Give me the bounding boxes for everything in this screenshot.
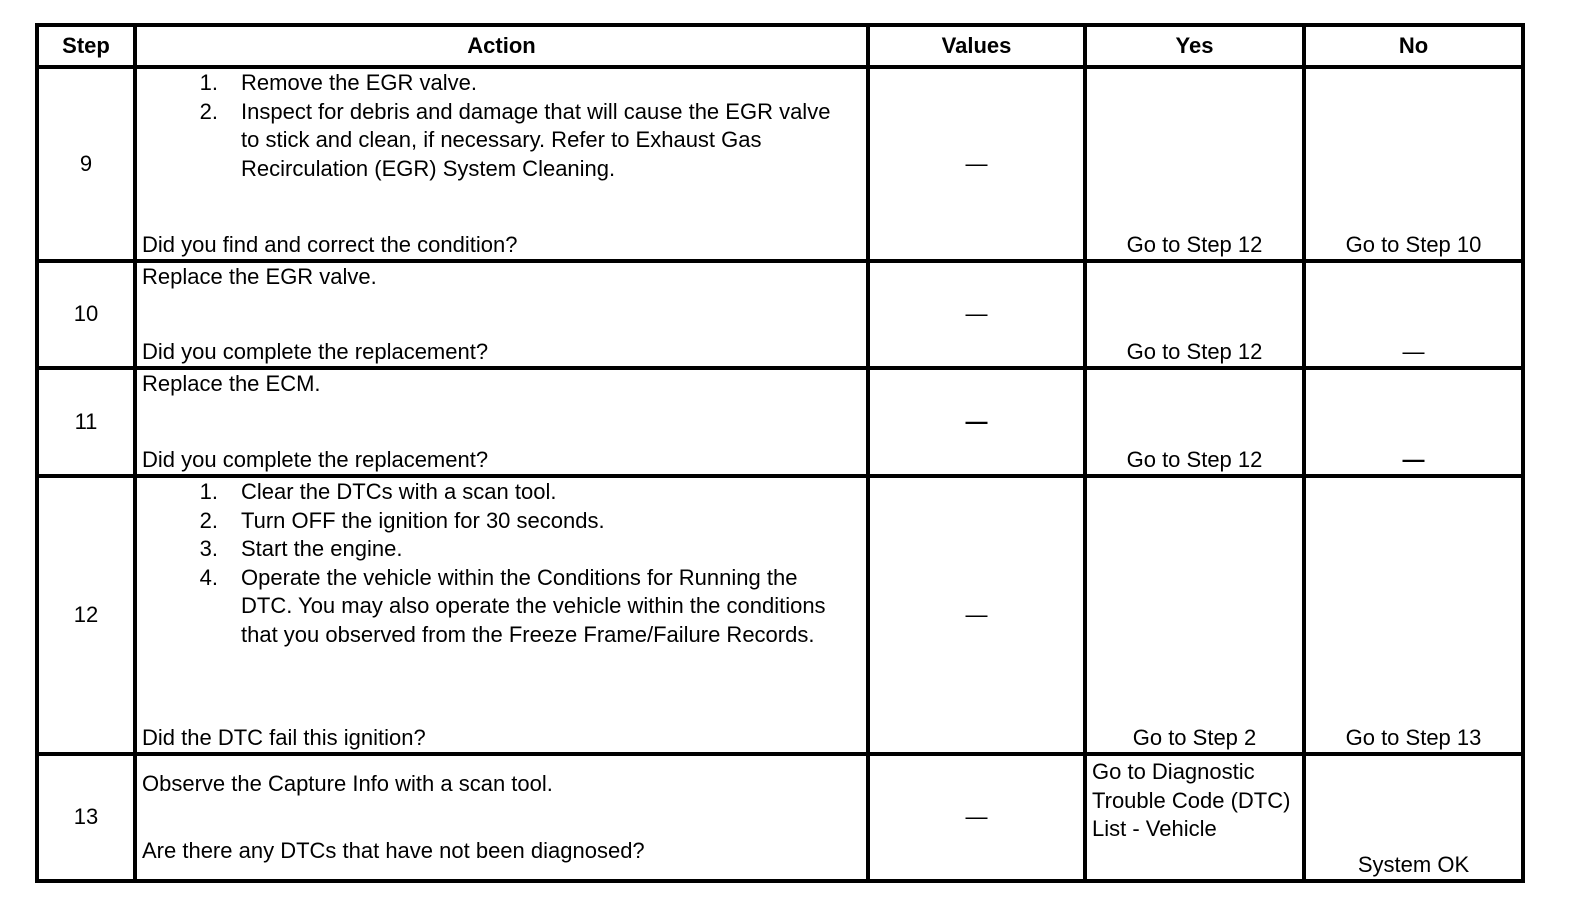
values-cell [868,368,1085,476]
no-cell: — [1304,368,1523,476]
question-text: Are there any DTCs that have not been diagnosed? [142,838,645,863]
values-cell [868,754,1085,881]
question-text: Did you complete the replacement? [142,338,489,364]
values-dash: — [965,804,988,830]
table-row-step-11 [37,368,1523,476]
no-cell: System OK [1304,754,1523,881]
table-row-step-12 [37,476,1523,754]
list-item-number: 2. [199,98,218,124]
header-no: No [1304,25,1523,67]
step-number: 10 [37,261,135,368]
action-cell [135,754,868,881]
values-dash: — [965,301,988,327]
list-item-number: 1. [199,70,218,95]
header-step: Step [37,25,135,67]
diagnostic-table [35,23,1525,883]
question-text: Did you complete the replacement? [142,446,489,472]
step-number: 9 [37,67,135,261]
values-dash: — [965,150,988,176]
header-row [37,25,1523,67]
step-number: 12 [37,476,135,754]
question-text: Did you find and correct the condition? [142,231,518,257]
list-item [142,535,861,564]
list-item [142,478,861,507]
list-item-number: 2. [199,507,218,533]
values-dash: — [965,601,988,627]
yes-cell: Go to Step 12 [1085,261,1304,368]
list-item-text: Clear the DTCs with a scan tool. [241,479,557,504]
step-number: 11 [37,368,135,476]
action-list [142,478,861,649]
list-item [142,69,861,98]
list-item-text: Start the engine. [241,536,403,561]
action-list [142,69,861,183]
table-row-step-13 [37,754,1523,881]
list-item-text: Operate the vehicle within the Conditions for Running the DTC. You may also operate the vehicle within the conditions that you observed from the Freeze Frame/Failure Records. [241,564,826,647]
values-dash: — [965,408,988,434]
no-cell: — [1304,261,1523,368]
no-cell: Go to Step 10 [1304,67,1523,261]
table-row-step-10 [37,261,1523,368]
action-cell [135,368,868,476]
list-item-number: 4. [199,564,218,590]
instruction-text: Replace the EGR valve. [142,264,377,289]
values-cell [868,476,1085,754]
action-content [142,770,861,866]
action-cell [135,261,868,368]
action-cell [135,476,868,754]
step-number: 13 [37,754,135,881]
yes-cell: Go to Step 12 [1085,368,1304,476]
list-item-number: 1. [199,479,218,504]
instruction-text: Replace the ECM. [142,371,321,396]
yes-cell: Go to Step 2 [1085,476,1304,754]
values-cell [868,261,1085,368]
yes-cell: Go to Diagnostic Trouble Code (DTC) List - Vehicle [1085,754,1304,881]
list-item [142,507,861,536]
table-row-step-9 [37,67,1523,261]
list-item-text: Turn OFF the ignition for 30 seconds. [241,507,605,533]
list-item [142,564,861,650]
list-item-number: 3. [199,536,218,561]
header-yes: Yes [1085,25,1304,67]
header-values: Values [868,25,1085,67]
question-text: Did the DTC fail this ignition? [142,724,426,750]
header-action: Action [135,25,868,67]
list-item [142,98,861,184]
yes-cell: Go to Step 12 [1085,67,1304,261]
list-item-text: Inspect for debris and damage that will cause the EGR valve to stick and clean, if necessary. Refer to Exhaust Gas Recirculation (EGR) System Cleaning. [241,98,831,181]
action-cell [135,67,868,261]
instruction-text: Observe the Capture Info with a scan tool. [142,770,553,796]
values-cell [868,67,1085,261]
no-cell: Go to Step 13 [1304,476,1523,754]
list-item-text: Remove the EGR valve. [241,70,477,95]
